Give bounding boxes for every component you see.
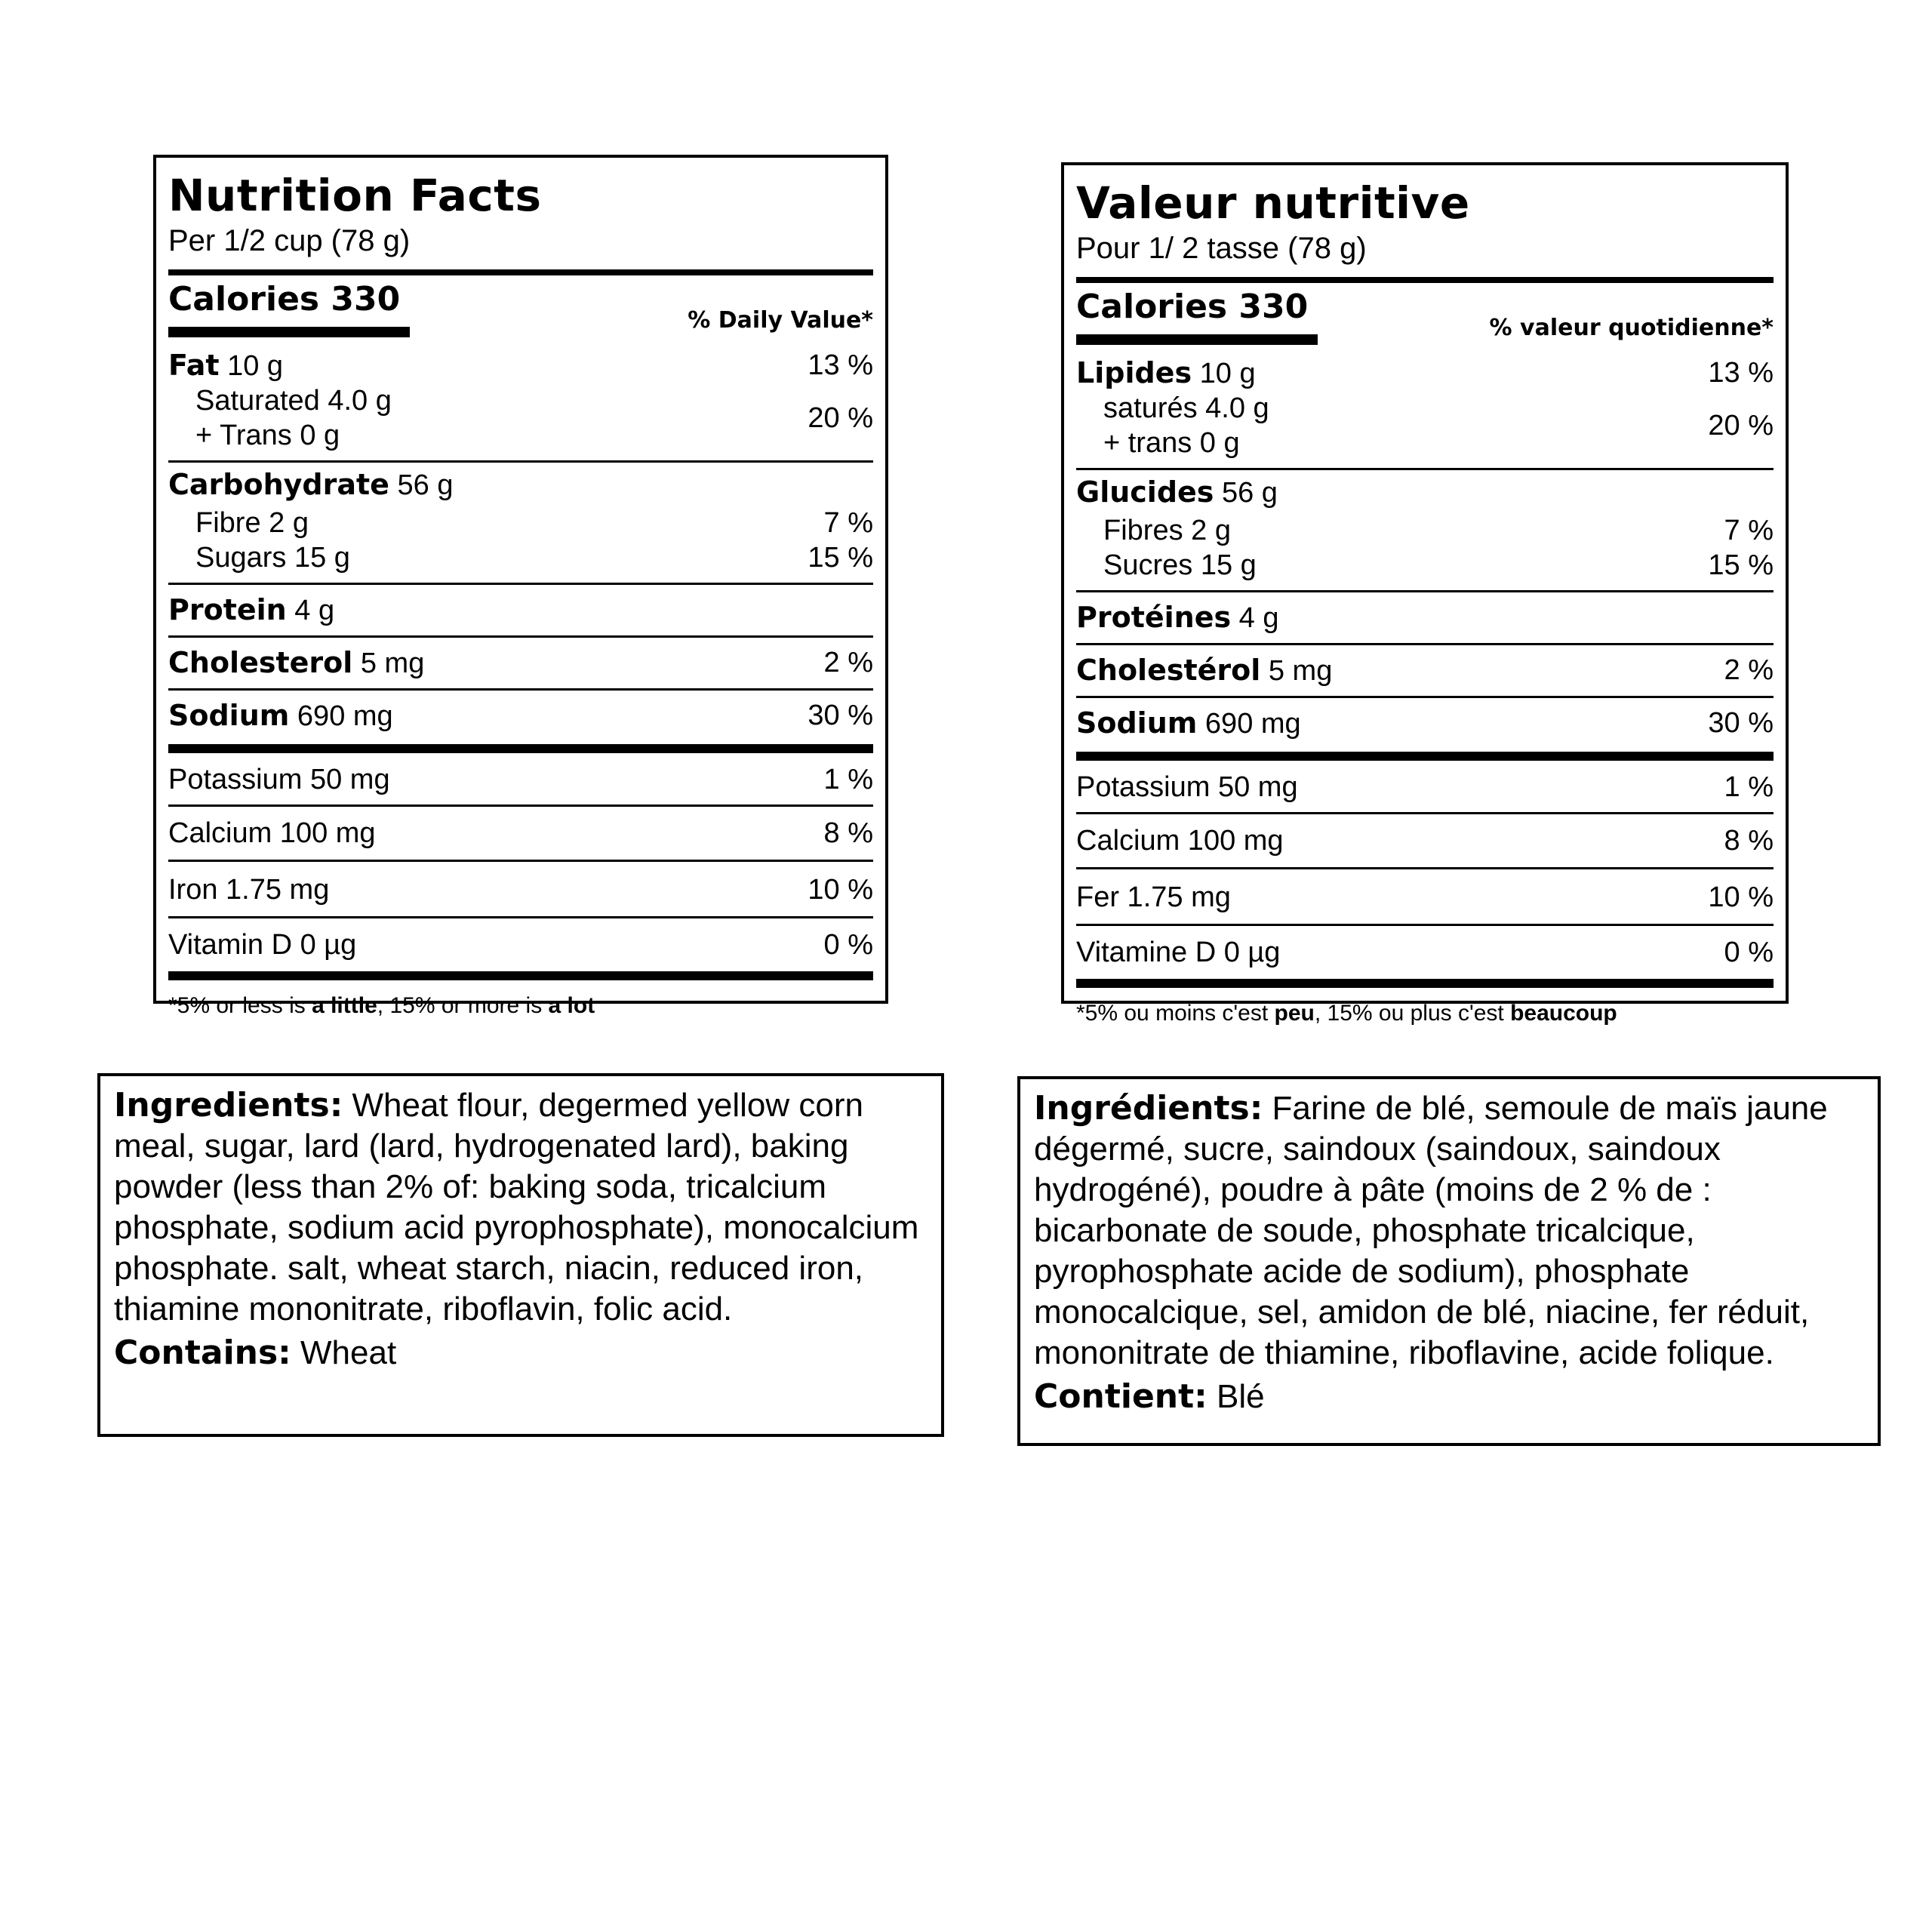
saturated-trans-row: [168, 383, 873, 453]
sodium-label: Sodium: [1076, 706, 1198, 740]
potassium-row: [1076, 770, 1774, 804]
cholesterol-dv: 2 %: [823, 647, 873, 678]
iron-dv: 10 %: [808, 874, 873, 906]
protein-amount: 4 g: [1238, 602, 1279, 634]
protein-label: Protéines: [1076, 601, 1232, 634]
cholesterol-row: [168, 645, 873, 681]
potassium-dv: 1 %: [823, 764, 873, 795]
divider: [168, 804, 873, 807]
calcium-dv: 8 %: [1724, 825, 1774, 857]
sodium-row: [1076, 706, 1774, 741]
protein-label: Protein: [168, 593, 287, 626]
cholesterol-label: Cholestérol: [1076, 654, 1261, 687]
calcium-row: [168, 816, 873, 851]
ingredients-text: [1034, 1088, 1867, 1374]
divider: [168, 744, 873, 753]
ingredients-panel-french: [1017, 1076, 1881, 1446]
divider: [168, 635, 873, 638]
divider: [168, 460, 873, 463]
protein-amount: 4 g: [294, 595, 335, 626]
ingredients-label: Ingrédients:: [1034, 1089, 1263, 1128]
fat-row: [168, 348, 873, 383]
ingredients-text: [114, 1085, 931, 1330]
iron-label: Fer 1.75 mg: [1076, 881, 1231, 913]
contains-line: [1034, 1377, 1867, 1417]
contains-value: Wheat: [300, 1334, 397, 1371]
fat-label: Lipides: [1076, 356, 1192, 389]
protein-row: [1076, 600, 1774, 635]
divider: [1076, 979, 1774, 988]
iron-row: [168, 872, 873, 907]
nutrition-facts-title: Valeur nutritive: [1076, 177, 1470, 229]
vitamin-d-label: Vitamin D 0 µg: [168, 929, 357, 961]
calories-label: Calories 330: [168, 280, 401, 318]
fibre-row: [1076, 513, 1774, 548]
footnote: *5% ou moins c'est peu, 15% ou plus c'est beaucoup: [1076, 1001, 1617, 1026]
calories-bar: [1076, 334, 1318, 345]
contains-label: Contient:: [1034, 1377, 1208, 1416]
daily-value-header: % valeur quotidienne*: [1489, 315, 1774, 341]
calories-label: Calories 330: [1076, 288, 1309, 326]
carbohydrate-amount: 56 g: [397, 469, 454, 501]
serving-size: Pour 1/ 2 tasse (78 g): [1076, 232, 1367, 265]
cholesterol-amount: 5 mg: [360, 648, 425, 679]
calcium-dv: 8 %: [823, 817, 873, 849]
calcium-label: Calcium 100 mg: [168, 817, 376, 849]
potassium-dv: 1 %: [1724, 771, 1774, 803]
saturated-trans-dv: 20 %: [808, 402, 873, 434]
saturated-trans-dv: 20 %: [1708, 410, 1774, 441]
vitamin-d-label: Vitamine D 0 µg: [1076, 937, 1281, 968]
contains-line: [114, 1333, 931, 1374]
divider: [1076, 924, 1774, 926]
sugars-dv: 15 %: [808, 542, 873, 574]
saturated-label: saturés 4.0 g: [1103, 392, 1269, 424]
divider: [1076, 696, 1774, 698]
calcium-row: [1076, 823, 1774, 858]
iron-dv: 10 %: [1708, 881, 1774, 913]
carbohydrate-label: Carbohydrate: [168, 468, 389, 501]
trans-label: + Trans 0 g: [195, 420, 340, 451]
potassium-label: Potassium 50 mg: [168, 764, 390, 795]
nutrition-facts-panel-french: [1061, 162, 1789, 1026]
saturated-label: Saturated 4.0 g: [195, 385, 392, 417]
serving-size: Per 1/2 cup (78 g): [168, 224, 411, 257]
cholesterol-label: Cholesterol: [168, 646, 353, 679]
carbohydrate-label: Glucides: [1076, 475, 1214, 509]
calories-row: [1076, 283, 1774, 349]
vitamin-d-row: [1076, 935, 1774, 970]
divider: [1076, 643, 1774, 645]
contains-label: Contains:: [114, 1334, 291, 1372]
potassium-label: Potassium 50 mg: [1076, 771, 1298, 803]
sodium-amount: 690 mg: [1204, 708, 1301, 740]
nutrition-facts-title: Nutrition Facts: [168, 170, 542, 221]
fibre-dv: 7 %: [823, 507, 873, 539]
fat-row: [1076, 355, 1774, 391]
sugars-row: [168, 540, 873, 575]
cholesterol-row: [1076, 653, 1774, 688]
cholesterol-dv: 2 %: [1724, 654, 1774, 686]
fibre-label: Fibre 2 g: [195, 507, 309, 539]
carbohydrate-amount: 56 g: [1221, 477, 1278, 509]
divider: [1076, 468, 1774, 470]
divider: [168, 916, 873, 918]
divider: [168, 860, 873, 862]
footnote: *5% or less is a little, 15% or more is a lot: [168, 993, 595, 1018]
fat-label: Fat: [168, 349, 220, 382]
divider: [1076, 867, 1774, 869]
sodium-label: Sodium: [168, 699, 290, 732]
nutrition-facts-panel-english: [153, 155, 888, 1018]
ingredients-label: Ingredients:: [114, 1086, 343, 1124]
cholesterol-amount: 5 mg: [1268, 655, 1333, 687]
vitamin-d-dv: 0 %: [1724, 937, 1774, 968]
ingredients-list: Wheat flour, degermed yellow corn meal, sugar, lard (lard, hydrogenated lard), baking powder (less than 2% of: baking soda, tricalcium phosphate, sodium acid pyrophosphate), monocalcium phosphate. salt, wheat starch, niacin, reduced iron, thiamine mononitrate, riboflavin, folic acid.: [114, 1087, 919, 1327]
sodium-row: [168, 698, 873, 734]
sugars-dv: 15 %: [1708, 549, 1774, 581]
calories-row: [168, 275, 873, 342]
divider: [1076, 752, 1774, 761]
sugars-label: Sugars 15 g: [195, 542, 350, 574]
divider: [168, 269, 873, 275]
fat-dv: 13 %: [808, 349, 873, 381]
sodium-amount: 690 mg: [297, 700, 393, 732]
fibre-dv: 7 %: [1724, 515, 1774, 546]
potassium-row: [168, 762, 873, 797]
sugars-row: [1076, 548, 1774, 583]
contains-value: Blé: [1217, 1378, 1265, 1415]
calcium-label: Calcium 100 mg: [1076, 825, 1284, 857]
trans-label: + trans 0 g: [1103, 427, 1240, 459]
divider: [1076, 812, 1774, 814]
daily-value-header: % Daily Value*: [688, 307, 873, 334]
fibre-row: [168, 506, 873, 540]
iron-label: Iron 1.75 mg: [168, 874, 330, 906]
protein-row: [168, 592, 873, 628]
divider: [1076, 277, 1774, 283]
fat-amount: 10 g: [1199, 358, 1256, 389]
calories-bar: [168, 327, 410, 337]
ingredients-list: Farine de blé, semoule de maïs jaune dégermé, sucre, saindoux (saindoux, saindoux hydrogéné), poudre à pâte (moins de 2 % de : bicarbonate de soude, phosphate tricalcique, pyrophosphate acide de sodium), phosphate monocalcique, sel, amidon de blé, niacine, fer réduit, mononitrate de thiamine, riboflavine, acide folique.: [1034, 1090, 1828, 1371]
divider: [168, 971, 873, 980]
divider: [1076, 590, 1774, 592]
divider: [168, 583, 873, 585]
fat-amount: 10 g: [227, 350, 284, 382]
fat-dv: 13 %: [1708, 357, 1774, 389]
vitamin-d-dv: 0 %: [823, 929, 873, 961]
fibre-label: Fibres 2 g: [1103, 515, 1231, 546]
vitamin-d-row: [168, 928, 873, 962]
carbohydrate-row: [1076, 475, 1774, 510]
carbohydrate-row: [168, 467, 873, 503]
saturated-trans-row: [1076, 391, 1774, 460]
sodium-dv: 30 %: [1708, 707, 1774, 739]
sugars-label: Sucres 15 g: [1103, 549, 1257, 581]
iron-row: [1076, 880, 1774, 915]
ingredients-panel-english: [97, 1073, 944, 1437]
divider: [168, 688, 873, 691]
sodium-dv: 30 %: [808, 700, 873, 731]
